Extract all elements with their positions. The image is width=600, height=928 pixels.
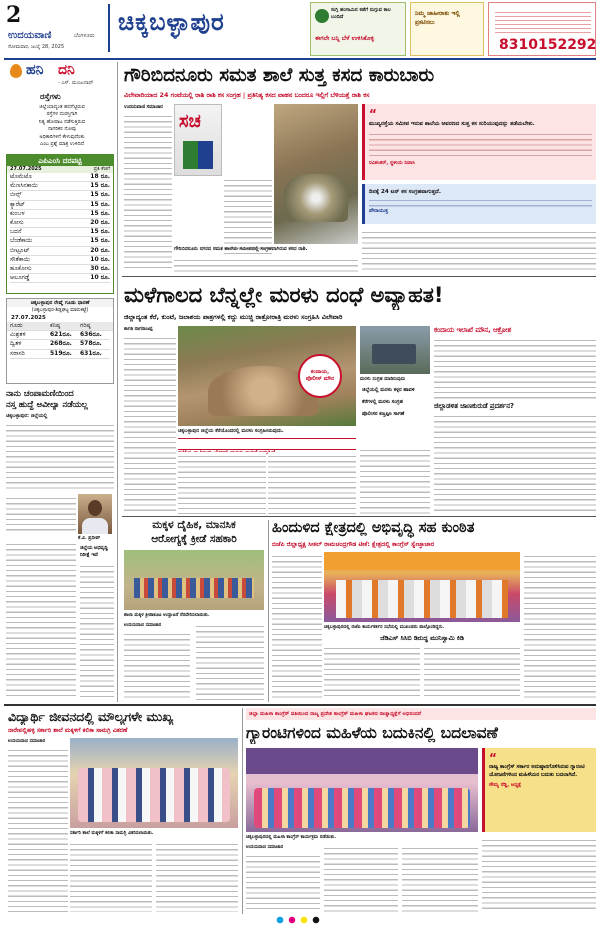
guarantee-stage (246, 748, 478, 774)
left-story-headline (6, 388, 114, 410)
honey-title-b: ದನಿ (58, 62, 75, 78)
top-story-quote-box-1 (362, 104, 596, 180)
left-column-divider (117, 62, 118, 702)
market-price: 18 ರೂ. (90, 173, 110, 180)
students-photo (70, 738, 238, 828)
silk-min: 268ರೂ. (50, 340, 72, 348)
market-item: ಮೆಣಸಿನಕಾಯಿ (10, 182, 38, 190)
top-story-bottom-rule (122, 276, 596, 277)
guarantee-photo-caption: ಚಿಕ್ಕಬಳ್ಳಾಪುರದಲ್ಲಿ ಮಹಿಳಾ ಕಾಂಗ್ರೆಸ್ ಕಾರ್ಯಕ್ರಮ ನಡೆಯಿತು. (246, 835, 337, 840)
guarantee-headline: ಗ್ಯಾರಂಟಿಗಳಿಂದ ಮಹಿಳೆಯ ಬದುಕಿನಲ್ಲಿ ಬದಲಾವಣೆ (246, 724, 498, 742)
left-story-body-2 (6, 494, 76, 534)
politics-subheadline: ಬಿಜೆಪಿ ಜಿಲ್ಲಾಧ್ಯಕ್ಷ ಸೀಕಲ್ ರಾಮಚಂದ್ರಗೌಡ ಟೀಕೆ: ಕ್ಷೇತ್ರದಲ್ಲಿ ಕಾಂಗ್ರೆಸ್ ಸ್ವೇಚ್ಛಾಚಾರ (272, 541, 435, 548)
masthead-bottom-rule (4, 58, 596, 60)
market-item: ಕೋಸು (10, 219, 24, 227)
main-story-right-head-2: ಜಿಲ್ಲಾಡಳಿತ ಜಾಣಕುರುಡೆ ಪ್ರದರ್ಶನ? (434, 402, 514, 410)
silk-title: ಚಿಕ್ಕಬಳ್ಳಾಪುರ ರೇಷ್ಮೆ ಗೂಡು ಧಾರಣೆ (7, 299, 113, 307)
market-row (10, 265, 110, 274)
market-title: ಎಪಿಎಂಸಿ ದರಪಟ್ಟಿ (7, 155, 113, 166)
silk-subtitle: (ಚಿಕ್ಕಬಳ್ಳಾಪುರ-ಶಿಡ್ಲಘಟ್ಟ ಮಾರುಕಟ್ಟೆ) (31, 308, 89, 313)
quote-name: ಕೆ.ವಿ. ಪ್ರದೀಪ್ (78, 536, 101, 541)
guarantee-body-1 (246, 852, 320, 912)
silk-max: 631ರೂ. (80, 349, 102, 357)
date-line: ಸೋಮವಾರ, ಜುಲೈ 28, 2025 (8, 44, 65, 50)
top-story-body-4 (362, 228, 596, 272)
silk-label: ಸರಾಸರಿ (10, 349, 25, 357)
students-body-1 (8, 746, 68, 912)
bullet-item: ಜಿಲ್ಲೆಯಲ್ಲಿ ಮರಳು ಕಳ್ಳರ ಹಾವಳಿ (362, 387, 415, 393)
main-story-body-4 (360, 446, 430, 514)
honey-byline: - ಎಸ್. ಮಂಜುನಾಥ್ (58, 80, 94, 86)
politics-photo-caption: ಚಿಕ್ಕಬಳ್ಳಾಪುರದಲ್ಲಿ ಬಿಜೆಪಿ ಕಾರ್ಯಕರ್ತರ ಸಭೆಯಲ್ಲಿ ಮುಖಂಡರು ಪಾಲ್ಗೊಂಡಿದ್ದರು. (324, 625, 445, 630)
market-item: ಕುಂಬಳ (10, 209, 25, 217)
guarantee-side-quote: ರಾಜ್ಯ ಕಾಂಗ್ರೆಸ್ ಸರ್ಕಾರ ಅನುಷ್ಠಾನಗೊಳಿಸಿರುವ ಗ್ಯಾರಂಟಿ ಯೋಜನೆಗಳಿಂದ ಮಹಿಳೆಯರ ಬದುಕು ಬದಲಾಗಿದೆ. (489, 764, 585, 778)
market-price: 15 ರೂ. (90, 209, 110, 217)
left-story-dateline: ಚಿಕ್ಕಬಳ್ಳಾಪುರ: ಜಿಲ್ಲೆಯಲ್ಲಿ (6, 413, 48, 419)
quote-1-lines (369, 130, 592, 160)
quote-1-name: ರವಿಶಂಕರ್, ಸ್ಥಳೀಯ ನಿವಾಸಿ (369, 160, 415, 166)
market-item: ಬೆಂಡೆಕಾಯಿ (10, 237, 33, 245)
silk-max: 578ರೂ. (80, 340, 102, 348)
silk-min: 621ರೂ. (50, 331, 72, 339)
market-item: ಟೊಮೆಟೊ (10, 173, 32, 180)
market-row (10, 219, 110, 228)
poem-line: ಎಂಬ ಪ್ರಶ್ನೆ ಮಾತ್ರ ಉಳಿದಿದೆ (39, 141, 84, 148)
ad-icon (315, 9, 329, 23)
guarantee-body-3 (402, 844, 478, 912)
market-item: ಬೀನ್ಸ್ (10, 191, 22, 199)
silk-label: ಮಿಶ್ರತಳಿ (10, 331, 26, 339)
main-story-body-3 (268, 452, 356, 514)
poem-line: ಅಧಿಕಾರಿಗಳಿಗೆ ಕೇಳುವುದೆಂತು (39, 133, 85, 140)
guarantee-banner (246, 708, 596, 720)
market-price: 15 ರೂ. (90, 182, 110, 190)
students-divider (242, 708, 243, 914)
silk-row (10, 350, 110, 359)
sports-headline-line: ಮಕ್ಕಳ ದೈಹಿಕ, ಮಾನಸಿಕ (152, 519, 236, 531)
silk-date: 27.07.2025 (11, 315, 46, 321)
silk-min: 519ರೂ. (50, 349, 72, 357)
students-headline: ವಿದ್ಯಾರ್ಥಿ ಜೀವನದಲ್ಲಿ ಮೌಲ್ಯಗಳೇ ಮುಖ್ಯ (8, 709, 174, 724)
market-price: 15 ರೂ. (90, 200, 110, 208)
paper-name: ಉದಯವಾಣಿ (8, 30, 52, 41)
silk-row (10, 340, 110, 349)
silk-max: 636ರೂ. (80, 331, 102, 339)
market-row (10, 237, 110, 246)
main-story-photo (178, 326, 356, 426)
poem-line: ನಿತ್ಯ ಹೋರಾಟ ನಡೆಸುತ್ತಿರುವ (38, 118, 86, 125)
market-unit: ಪ್ರತಿ ಕೆಜಿಗೆ (93, 166, 110, 172)
silk-header: ಕನಿಷ್ಠ (50, 322, 61, 329)
market-item: ಬೀಟ್ರೂಟ್ (10, 246, 30, 254)
portrait-body (82, 518, 108, 534)
inset-bins (183, 141, 213, 169)
top-story-quote-box-2 (362, 184, 596, 224)
students-byline: ಉದಯವಾಣಿ ಸಮಾಚಾರ (8, 739, 46, 744)
top-story-photo-caption: ಗೌರಿಬಿದನೂರು ನಗರದ ಸಮತ ಶಾಲೆಯ ಸಮೀಪದಲ್ಲಿ ಸಂಗ್ರಹವಾಗಿರುವ ಕಸದ ರಾಶಿ. (174, 246, 308, 252)
bullet-item: ಜಿಲ್ಲೆಯ ಅಭಿವೃದ್ಧಿ (80, 546, 108, 551)
bullet-item: ನಿರೀಕ್ಷೆ ಇದೆ (80, 553, 98, 558)
left-headline-line: ನಸ್ತ ಹುದ್ದೆ ಅವೀಲ್ಯಾ ನಡೆಯಲ್ಲ (6, 399, 88, 409)
poem-line: ನಾಗರಿಕರ ನೋವು (47, 126, 77, 133)
silk-label: ದ್ವಿತಳಿ (10, 340, 22, 348)
silk-header-row (7, 322, 113, 331)
main-story-photo-caption: ಚಿಕ್ಕಬಳ್ಳಾಪುರ ಜಿಲ್ಲೆಯ ಕೆರೆಯೊಂದರಲ್ಲಿ ಮರಳು ಸಂಗ್ರಹಿಸಿರುವುದು. (178, 428, 284, 434)
main-story-byline: ಕಾಗತಿ ನಾಗರಾಜಪ್ಪ (124, 327, 153, 332)
main-story-body-2 (178, 452, 266, 514)
market-row (10, 274, 110, 283)
poem-line: ಜಿಲ್ಲೆಯಾದ್ಯಂತ ಹದಗೆಟ್ಟಿರುವ (39, 104, 85, 110)
quote-mark-icon: “ (369, 108, 377, 120)
market-price: 10 ರೂ. (90, 274, 110, 282)
politics-body-4 (524, 552, 596, 700)
bullet-item: ಪೊಲೀಸರ ಕಣ್ತಪ್ಪಿಸಿ ಸಾಗಣೆ (362, 411, 405, 417)
politics-people (336, 580, 508, 618)
ad-3-textlines (495, 9, 591, 33)
honey-logo-drop (10, 64, 22, 78)
honey-poem-title: ರಸ್ತೆಗಳು (40, 92, 61, 101)
silk-row (10, 331, 110, 340)
truck-shape (372, 344, 416, 364)
politics-body-3 (424, 644, 520, 700)
top-story-inset-photo (174, 104, 222, 176)
politics-body-2 (324, 644, 420, 700)
left-story-body (6, 421, 114, 491)
left-story-body-4 (80, 562, 114, 700)
quote-2-name: ಪೌರಾಯುಕ್ತ (369, 208, 389, 214)
main-story-subhead-box (178, 438, 356, 450)
students-body-2 (70, 840, 152, 912)
politics-body-1 (272, 552, 322, 700)
top-story-body-3 (174, 256, 358, 272)
students-photo-caption: ಸರ್ಕಾರಿ ಶಾಲೆ ಮಕ್ಕಳಿಗೆ ಕಲಿಕಾ ಸಾಮಗ್ರಿ ವಿತರಿಸಲಾಯಿತು. (70, 831, 154, 836)
market-row (10, 201, 110, 210)
main-story-bullets (362, 386, 430, 418)
bullet-item: ಕೆರೆಗಳಲ್ಲಿ ಮರಳು ಸಂಗ್ರಹ (362, 399, 403, 405)
politics-banner (324, 552, 520, 570)
market-price: 15 ರೂ. (90, 191, 110, 199)
politics-headline: ಹಿಂದುಳಿದ ಕ್ಷೇತ್ರದಲ್ಲಿ ಅಭಿವೃದ್ಧಿ ಸಹ ಕುಂಠಿತ (272, 520, 475, 536)
honey-poem (14, 104, 110, 148)
left-story-portrait (78, 494, 112, 534)
ad-3-phone[interactable]: 8310152292 (499, 37, 597, 53)
sports-headline-line: ಆರೋಗ್ಯಕ್ಕೆ ಕ್ರೀಡೆ ಸಹಕಾರಿ (151, 533, 237, 545)
sports-photo-caption: ಶಾಲಾ ಮಕ್ಕಳ ಕ್ರೀಡಾಕೂಟ ಉದ್ಘಾಟನೆ ನೆರವೇರಿಸಲಾಯಿತು. (124, 613, 210, 618)
ad-1-tagline: ಈಗಲೇ ಬನ್ನಿ ಬೆಳೆ ಉಳಿಸಿಕೊಳ್ಳಿ (315, 35, 375, 42)
trash-pile (284, 174, 348, 222)
left-headline-line: ನಾನು ಚಂಪಾಮಣಿಯಿಂದ (6, 388, 74, 398)
top-story-photo (274, 104, 358, 244)
ad-2-text: ನಿಮ್ಮ ಜಾಹೀರಾತು ಇಲ್ಲಿ ಪ್ರಕಟಿಸಲು (415, 10, 460, 26)
market-price: 15 ರೂ. (90, 228, 110, 236)
students-group (78, 768, 230, 822)
main-story-right-head-1: ಕಂದಾಯ ಇಲಾಖೆ ಮೌನ, ಆಕ್ರೋಶ (434, 326, 512, 334)
main-story-body-5 (434, 336, 596, 400)
market-item: ಸೌತೆಕಾಯಿ (10, 255, 31, 263)
market-table (7, 173, 113, 283)
sports-body-1 (124, 630, 190, 700)
stamp-text: ಕಂದಾಯ, ಪೊಲೀಸ್ ಮೌನ (305, 369, 335, 382)
market-price: 10 ರೂ. (90, 255, 110, 263)
quote-mark-icon: “ (489, 752, 497, 764)
page-number: 2 (6, 2, 22, 28)
guarantee-body-2 (324, 844, 398, 912)
market-row (10, 182, 110, 191)
market-item: ಹೂಕೋಸು (10, 265, 32, 273)
sports-crowd (134, 578, 254, 598)
main-story-side-caption: ಮರಳು ಸಂಗ್ರಹ ಮಾಡಿರುವುದು (360, 377, 406, 382)
main-story-body-6 (434, 412, 596, 514)
guarantee-side-quote-box (482, 748, 596, 832)
silk-rates-box (6, 298, 114, 384)
market-price: 20 ರೂ. (90, 219, 110, 227)
edition-label: ಬೆಂಗಳೂರು (74, 33, 95, 39)
left-story-bullets (80, 545, 114, 559)
lower-section-rule (4, 704, 596, 706)
politics-photo (324, 552, 520, 622)
guarantee-crowd (254, 788, 470, 828)
market-row (10, 247, 110, 256)
market-row (10, 173, 110, 182)
politics-inner-head: ಜೆಡಿಎಸ್ ಸಿಸಿಬಿ ಡಿರುದ್ಧ ಮುನಿಸ್ವಾಮಿ ಕಿಡಿ (380, 634, 464, 642)
main-story-stamp (298, 354, 342, 398)
silk-header: ಗರಿಷ್ಠ (80, 322, 91, 329)
market-price: 30 ರೂ. (90, 265, 110, 273)
market-row (10, 210, 110, 219)
sports-body-2 (196, 622, 264, 700)
main-story-headline: ಮಳೆಗಾಲದ ಬೆನ್ನಲ್ಲೇ ಮರಳು ದಂಧೆ ಅವ್ಯಾಹತ! (124, 283, 444, 307)
honey-title-a: ಹನಿ (26, 62, 44, 78)
left-story-body-3 (6, 540, 76, 700)
students-subheadline: ನಾರೇಪಲ್ಲಿಹಳ್ಳಿ ಸರ್ಕಾರಿ ಶಾಲೆ ಮಕ್ಕಳಿಗೆ ಕಲಿಕಾ ಸಾಮಗ್ರಿ ವಿತರಣೆ (8, 727, 128, 734)
top-story-subheadline: ವಿಲೇವಾರಿಯಾದ 24 ಗಂಟೆಯಲ್ಲಿ ರಾಶಿ ರಾಶಿ ಕಸ ಸಂಗ್ರಹ | ಪ್ರತಿನಿತ್ಯ ಕಸದ ವಾಹನ ಬಂದರೂ ಇಲ್ಲಿಗೆ ಬೆಳಿಯತ್ತೆ ರಾಶಿ ಕಸ (124, 91, 370, 99)
guarantee-photo (246, 748, 478, 832)
main-story-side-photo (360, 326, 430, 374)
top-story-byline: ಉದಯವಾಣಿ ಸಮಾಚಾರ (124, 105, 163, 110)
masthead-divider (108, 4, 110, 52)
poem-line: ರಸ್ತೆಗಳ ದುರಸ್ತಿಗಾಗಿ (46, 111, 78, 118)
market-date: 27.07.2025 (10, 166, 42, 172)
quote-2-text: ದಿನಕ್ಕೆ 24 ಟನ್ ಕಸ ಸಂಗ್ರಹವಾಗುತ್ತದೆ. (369, 189, 441, 195)
ad-1-text: ಸುಗ್ಗಿ ಹಂಗಾಮಿನ ಕಡೆಗೆ ನುಗ್ಗುವ ಕಾಲ ಬಂದಿದೆ (331, 7, 391, 20)
market-price: 15 ರೂ. (90, 237, 110, 245)
sports-headline (124, 518, 264, 546)
students-body-3 (156, 840, 238, 912)
ad-box-1 (310, 2, 406, 56)
market-rates-box (6, 154, 114, 294)
main-story-body-1 (124, 334, 176, 514)
quote-2-lines (369, 196, 592, 208)
silk-table (7, 331, 113, 359)
market-item: ಆಲೂಗಡ್ಡೆ (10, 274, 30, 282)
guarantee-side-name: ಸೌಮ್ಯ ರೆಡ್ಡಿ, ಅಧ್ಯಕ್ಷೆ (489, 782, 522, 789)
market-item: ಬದನೆ (10, 228, 22, 236)
guarantee-body-4 (482, 836, 596, 912)
market-row (10, 228, 110, 237)
sports-column-divider (268, 520, 269, 702)
ad-box-2 (410, 2, 484, 56)
main-story-subheadline: ಜಿಲ್ಲಾದ್ಯಂತ ಕೆರೆ, ಕುಂಟೆ, ಜಲಾಶಯ ಪಾತ್ರಗಳಲ್ಲಿ ಕದ್ದು ಮುಚ್ಚಿ ರಾತ್ರೋರಾತ್ರಿ ಮರಳು ಸಂಗ್ರಹಿಸಿ ವಿಲೇವಾರಿ (124, 313, 343, 321)
market-row (10, 191, 110, 200)
print-registration-marks (276, 916, 324, 924)
silk-header: ಗೂಡು (10, 322, 23, 329)
top-story-body-1 (124, 112, 172, 272)
top-story-headline: ಗೌರಿಬಿದನೂರು ಸಮತ ಶಾಲೆ ಸುತ್ತ ಕಸದ ಕಾರುಬಾರು (124, 65, 435, 86)
guarantee-byline: ಉದಯವಾಣಿ ಸಮಾಚಾರ (246, 845, 284, 850)
market-item: ಕ್ಯಾರೆಟ್ (10, 200, 25, 208)
market-row (10, 256, 110, 265)
inset-badge: ಸಚ (179, 111, 201, 132)
sports-photo (124, 550, 264, 610)
market-price: 20 ರೂ. (90, 246, 110, 254)
main-story-bottom-rule (122, 516, 596, 517)
guarantee-banner-text: ಜಿಲ್ಲಾ ಮಹಿಳಾ ಕಾಂಗ್ರೆಸ್ ವತಿಯಿಂದ ರಾಜ್ಯ ಪ್ರದೇಶ ಕಾಂಗ್ರೆಸ್ ಮಹಿಳಾ ಘಟಕದ ರಾಜ್ಯಾಧ್ಯಕ್ಷೆಗೆ ಅಭಿನಂದನೆ (249, 711, 421, 717)
portrait-head (88, 500, 102, 516)
section-title: ಚಿಕ್ಕಬಳ್ಳಾಪುರ (118, 8, 225, 36)
quote-1-text: ಮುಖ್ಯರಸ್ತೆಯ ಸಮೀಪ ಇರುವ ಶಾಲೆಯ ಆವರಣದ ಸುತ್ತ ಕಸ ಸುರಿಯುವುದನ್ನು ತಡೆಯಬೇಕು. (369, 121, 535, 127)
ad-box-3 (488, 2, 596, 56)
sports-byline: ಉದಯವಾಣಿ ಸಮಾಚಾರ (124, 623, 162, 628)
